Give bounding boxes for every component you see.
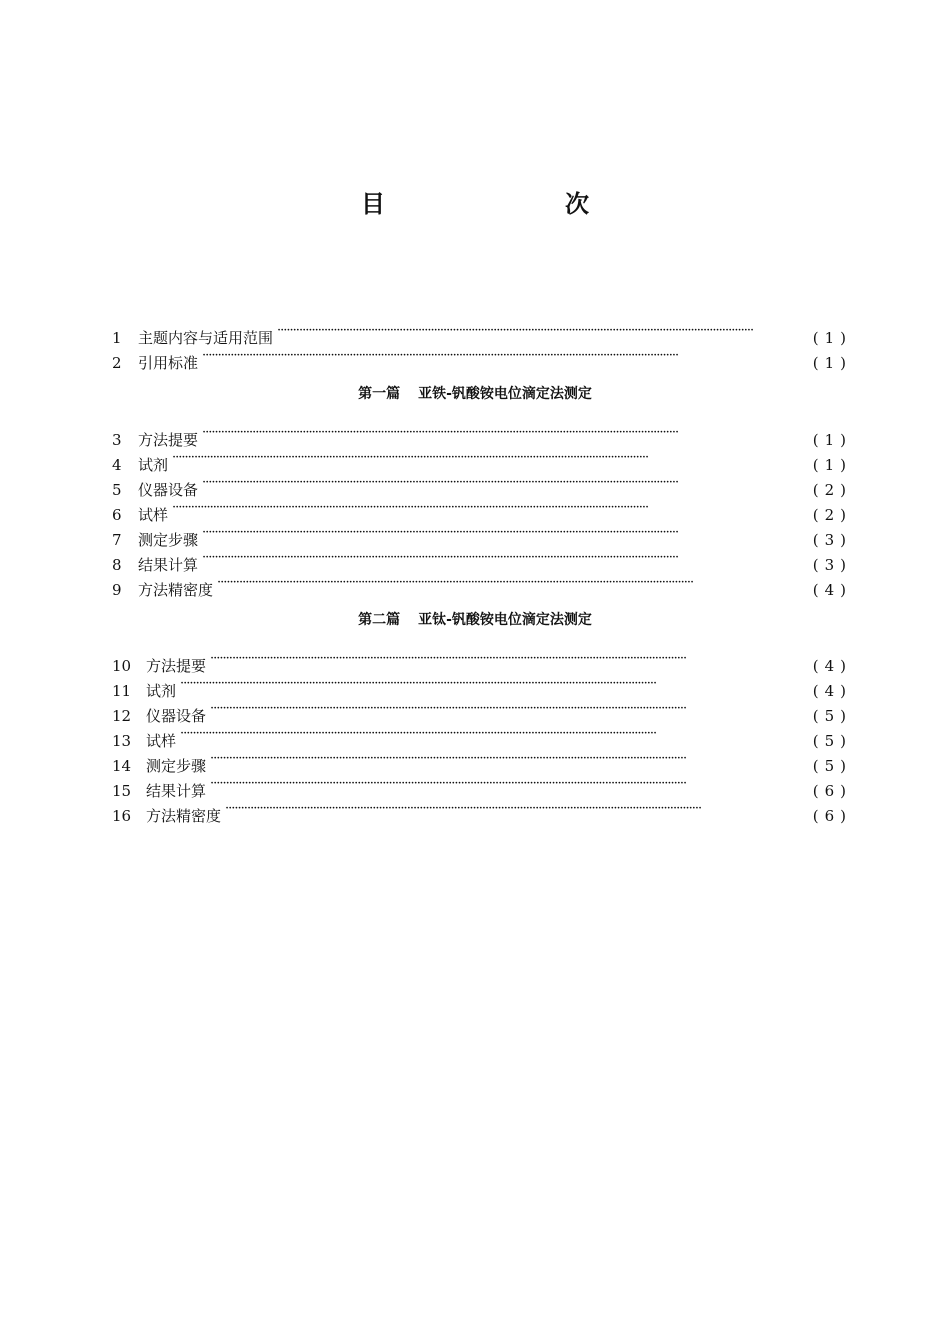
- entry-number: 10: [112, 657, 132, 675]
- dot-leader: [202, 420, 806, 445]
- front-entries: [112, 318, 852, 372]
- toc-entry[interactable]: [112, 796, 852, 825]
- entry-number: 15: [112, 782, 132, 800]
- dot-leader: [210, 646, 806, 671]
- entry-page: (1): [812, 329, 852, 347]
- part1-entries: [112, 420, 852, 599]
- part2-heading: [0, 608, 950, 632]
- toc-entry[interactable]: [112, 343, 852, 372]
- entry-label: 仪器设备: [146, 707, 207, 725]
- entry-page: (5): [812, 757, 852, 775]
- part2-ordinal: 第二篇: [358, 612, 401, 628]
- entry-label: 试剂: [138, 456, 169, 474]
- entry-page: (2): [812, 481, 852, 499]
- entry-number: 13: [112, 732, 132, 750]
- entry-label: 结果计算: [146, 782, 207, 800]
- entry-page: (1): [812, 431, 852, 449]
- dot-leader: [202, 545, 806, 570]
- entry-label: 试样: [146, 732, 177, 750]
- dot-leader: [202, 520, 806, 545]
- toc-entry[interactable]: [112, 495, 852, 524]
- entry-page: (5): [812, 732, 852, 750]
- entry-page: (5): [812, 707, 852, 725]
- entry-number: 8: [112, 556, 122, 574]
- toc-entry[interactable]: [112, 721, 852, 750]
- entry-number: 2: [112, 354, 122, 372]
- dot-leader: [172, 445, 806, 470]
- entry-page: (6): [812, 807, 852, 825]
- toc-entry[interactable]: [112, 696, 852, 725]
- toc-entry[interactable]: [112, 771, 852, 800]
- entry-number: 3: [112, 431, 122, 449]
- toc-entry[interactable]: [112, 646, 852, 675]
- dot-leader: [210, 746, 806, 771]
- entry-number: 12: [112, 707, 132, 725]
- entry-page: (3): [812, 531, 852, 549]
- entry-label: 方法精密度: [138, 581, 214, 599]
- part1-ordinal: 第一篇: [358, 386, 401, 402]
- entry-label: 引用标准: [138, 354, 199, 372]
- entry-page: (1): [812, 354, 852, 372]
- toc-entry[interactable]: [112, 746, 852, 775]
- dot-leader: [180, 671, 806, 696]
- dot-leader: [172, 495, 806, 520]
- entry-number: 6: [112, 506, 122, 524]
- page-title: 目 次: [361, 190, 667, 218]
- entry-label: 测定步骤: [146, 757, 207, 775]
- entry-page: (3): [812, 556, 852, 574]
- entry-number: 11: [112, 682, 132, 700]
- toc-entry[interactable]: [112, 570, 852, 599]
- entry-number: 14: [112, 757, 132, 775]
- dot-leader: [277, 318, 806, 343]
- entry-label: 方法提要: [138, 431, 199, 449]
- entry-label: 方法精密度: [146, 807, 222, 825]
- entry-label: 方法提要: [146, 657, 207, 675]
- entry-number: 4: [112, 456, 122, 474]
- entry-page: (6): [812, 782, 852, 800]
- entry-label: 结果计算: [138, 556, 199, 574]
- toc-entry[interactable]: [112, 445, 852, 474]
- part1-title: 亚铁-钒酸铵电位滴定法测定: [418, 386, 592, 402]
- entry-label: 试样: [138, 506, 169, 524]
- dot-leader: [210, 771, 806, 796]
- toc-entry[interactable]: [112, 470, 852, 499]
- entry-number: 5: [112, 481, 122, 499]
- entry-label: 仪器设备: [138, 481, 199, 499]
- part2-title: 亚钛-钒酸铵电位滴定法测定: [418, 612, 592, 628]
- entry-page: (4): [812, 581, 852, 599]
- entry-number: 9: [112, 581, 122, 599]
- dot-leader: [217, 570, 806, 595]
- toc-entry[interactable]: [112, 671, 852, 700]
- part2-entries: [112, 646, 852, 825]
- toc-entry[interactable]: [112, 420, 852, 449]
- entry-page: (4): [812, 657, 852, 675]
- dot-leader: [180, 721, 806, 746]
- toc-entry[interactable]: [112, 318, 852, 347]
- entry-number: 1: [112, 329, 122, 347]
- entry-label: 测定步骤: [138, 531, 199, 549]
- dot-leader: [225, 796, 806, 821]
- part1-heading: [0, 382, 950, 406]
- dot-leader: [202, 470, 806, 495]
- entry-label: 主题内容与适用范围: [138, 329, 274, 347]
- entry-number: 16: [112, 807, 132, 825]
- entry-page: (2): [812, 506, 852, 524]
- toc-entry[interactable]: [112, 520, 852, 549]
- dot-leader: [202, 343, 806, 368]
- toc-entry[interactable]: [112, 545, 852, 574]
- entry-number: 7: [112, 531, 122, 549]
- entry-page: (4): [812, 682, 852, 700]
- dot-leader: [210, 696, 806, 721]
- entry-label: 试剂: [146, 682, 177, 700]
- entry-page: (1): [812, 456, 852, 474]
